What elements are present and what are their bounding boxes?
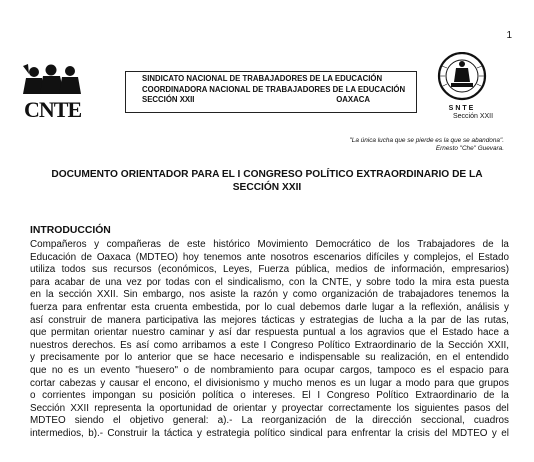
union-name: SINDICATO NACIONAL DE TRABAJADORES DE LA EDUCACIÓN [142, 74, 383, 83]
section-label: SECCIÓN XXII [142, 95, 195, 104]
body-line: en la sección XXII. Sin embargo, nos asiste la razón y como organización de trabajadores tenemos la [30, 289, 509, 301]
body-line: para acabar de una vez por todas con el sindicalismo, con la CNTE, y sobre todo la mira esta puesta [30, 276, 509, 288]
section-heading: INTRODUCCIÓN [30, 225, 111, 236]
body-line: cortar cabezas y causar el encono, el divisionismo y mucho menos es un lugar a modo para que grupos [30, 377, 509, 389]
body-line: Sección XXII representa la oportunidad de orientar y proyectar correctamente los siguientes pasos del [30, 402, 509, 414]
body-line: así construir de manera participativa las mejores tácticas y estrategias de lucha a la par de las rutas, [30, 314, 509, 326]
body-paragraph [30, 239, 509, 441]
title-line-2: SECCIÓN XXII [232, 182, 302, 193]
epigraph-text: "La única lucha que se pierde es la que se abandona". [349, 137, 504, 144]
snte-text: SNTE [448, 105, 476, 112]
body-line: que no es un evento "huesero" o de nombramiento para ocupar cargos, tampoco es el espacio para [30, 364, 509, 376]
cnte-wordmark: CNTE [24, 97, 82, 122]
body-line: Compañeros y compañeras de este histórico Movimiento Democrático de los Trabajadores de la [30, 239, 509, 250]
epigraph-author: Ernesto "Che" Guevara. [435, 145, 504, 153]
body-line: y precisamente por lo anterior que se hace necesario e indispensable su realización, en el entendido [30, 352, 509, 364]
epigraph [350, 137, 504, 154]
section-row [142, 95, 416, 106]
header-box [125, 71, 417, 113]
coordinator-name: COORDINADORA NACIONAL DE TRABAJADORES DE LA EDUCACIÓN [142, 84, 406, 94]
body-line: MDTEO siendo el objetivo general: a).- La reorganización de la dirección seccional, cuadros [30, 415, 509, 427]
body-line: que permitan orientar nuestro caminar y así dar respuesta puntual a los agravios que el Estado hace a [30, 327, 509, 339]
snte-seal [436, 52, 488, 118]
body-line: utiliza todos sus recursos (económicos, Leyes, Fuerza pública, medios de información, empresarios) [30, 264, 509, 276]
title-line-1: DOCUMENTO ORIENTADOR PARA EL I CONGRESO POLÍTICO EXTRAORDINARIO DE LA [51, 169, 483, 180]
state-label: OAXACA [336, 95, 370, 104]
page-number: 1 [506, 30, 512, 41]
body-line: Educación de Oaxaca (MDTEO) hoy tenemos ante nosotros escenarios difíciles y complejos, el Estado [30, 251, 509, 263]
body-line: fuerza para enfrentar esta cruenta embestida, por lo cual debemos darle lugar a la reflexión, análisis y [30, 301, 509, 313]
body-line: intermedios, b).- Construir la táctica y estrategia político sindical para enfrentar la crisis del MDTEO y el [30, 427, 509, 439]
body-line: nuestros derechos. Es así como arribamos a este I Congreso Político Extraordinario de la Sección XXII, [30, 339, 509, 351]
body-line: o corrientes impongan su posición política o intereses. El I Congreso Político Extraordinario de la [30, 390, 509, 402]
document-title [0, 168, 534, 194]
seal-caption: Sección XXII [453, 113, 494, 120]
